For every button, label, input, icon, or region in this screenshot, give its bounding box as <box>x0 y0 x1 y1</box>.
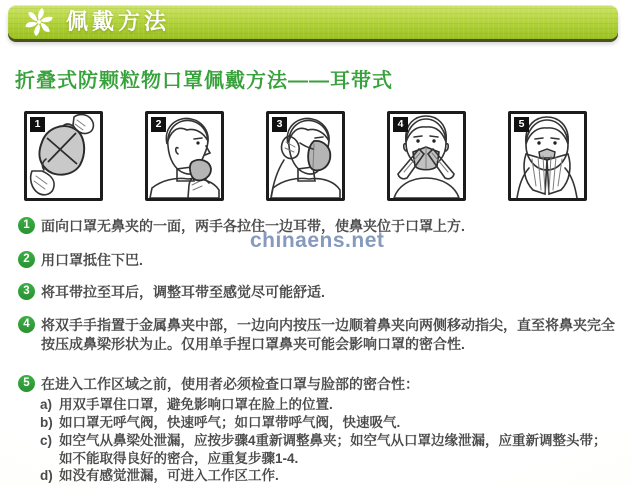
substep-c <box>40 432 607 449</box>
figure-step-2 <box>145 111 224 201</box>
step-1-number-badge: 1 <box>18 217 35 234</box>
substep-d <box>40 467 279 484</box>
step-1-text: 面向口罩无鼻夹的一面，两手各拉住一边耳带，使鼻夹位于口罩上方. <box>41 218 465 234</box>
figure-step-5 <box>508 111 587 201</box>
substep-b-label: b) <box>40 415 53 430</box>
instruction-step-4 <box>18 316 616 354</box>
substep-d-label: d) <box>40 468 53 483</box>
step-5-text: 在进入工作区域之前，使用者必须检查口罩与脸部的密合性： <box>41 376 419 392</box>
figure-step-3 <box>266 111 345 201</box>
step-2-text: 用口罩抵住下巴. <box>41 252 143 268</box>
step-5-number-badge: 5 <box>18 375 35 392</box>
step-2-number-badge: 2 <box>18 251 35 268</box>
substep-c-continued-text: 如不能取得良好的密合，应重复步骤1-4. <box>59 451 299 466</box>
instruction-step-3 <box>18 283 325 302</box>
figure-1-number: 1 <box>30 117 45 132</box>
header-title: 佩戴方法 <box>66 9 171 34</box>
substep-c-label: c) <box>40 433 53 448</box>
substep-c-text: 如空气从鼻梁处泄漏，应按步骤4重新调整鼻夹；如空气从口罩边缘泄漏，应重新调整头带； <box>59 433 607 448</box>
substep-a-label: a) <box>40 397 53 412</box>
substep-b <box>40 414 400 431</box>
flower-icon <box>24 7 54 37</box>
instruction-step-5 <box>18 375 419 394</box>
substep-a-text: 用双手罩住口罩，避免影响口罩在脸上的位置. <box>59 397 333 412</box>
figure-step-1 <box>24 111 103 201</box>
instruction-step-2 <box>18 251 143 270</box>
substep-a <box>40 396 333 413</box>
figure-5-number: 5 <box>514 117 529 132</box>
figure-3-number: 3 <box>272 117 287 132</box>
step-3-number-badge: 3 <box>18 283 35 300</box>
figure-2-number: 2 <box>151 117 166 132</box>
instruction-step-1 <box>18 217 465 236</box>
substep-c-continued <box>40 450 298 467</box>
step-3-text: 将耳带拉至耳后，调整耳带至感觉尽可能舒适. <box>41 284 325 300</box>
figure-step-4 <box>387 111 466 201</box>
step-4-text: 将双手手指置于金属鼻夹中部，一边向内按压一边顺着鼻夹向两侧移动指尖，直至将鼻夹完全按压成鼻梁形状为止。仅用单手捏口罩鼻夹可能会影响口罩的密合性. <box>41 317 615 352</box>
step-4-number-badge: 4 <box>18 316 35 333</box>
substep-d-text: 如没有感觉泄漏，可进入工作区工作. <box>59 468 279 483</box>
section-heading: 折叠式防颗粒物口罩佩戴方法——耳带式 <box>15 70 393 92</box>
substep-b-text: 如口罩无呼气阀，快速呼气；如口罩带呼气阀，快速吸气. <box>59 415 401 430</box>
header-bar <box>8 5 618 39</box>
watermark: chinaens.net <box>250 229 385 252</box>
figure-4-number: 4 <box>393 117 408 132</box>
